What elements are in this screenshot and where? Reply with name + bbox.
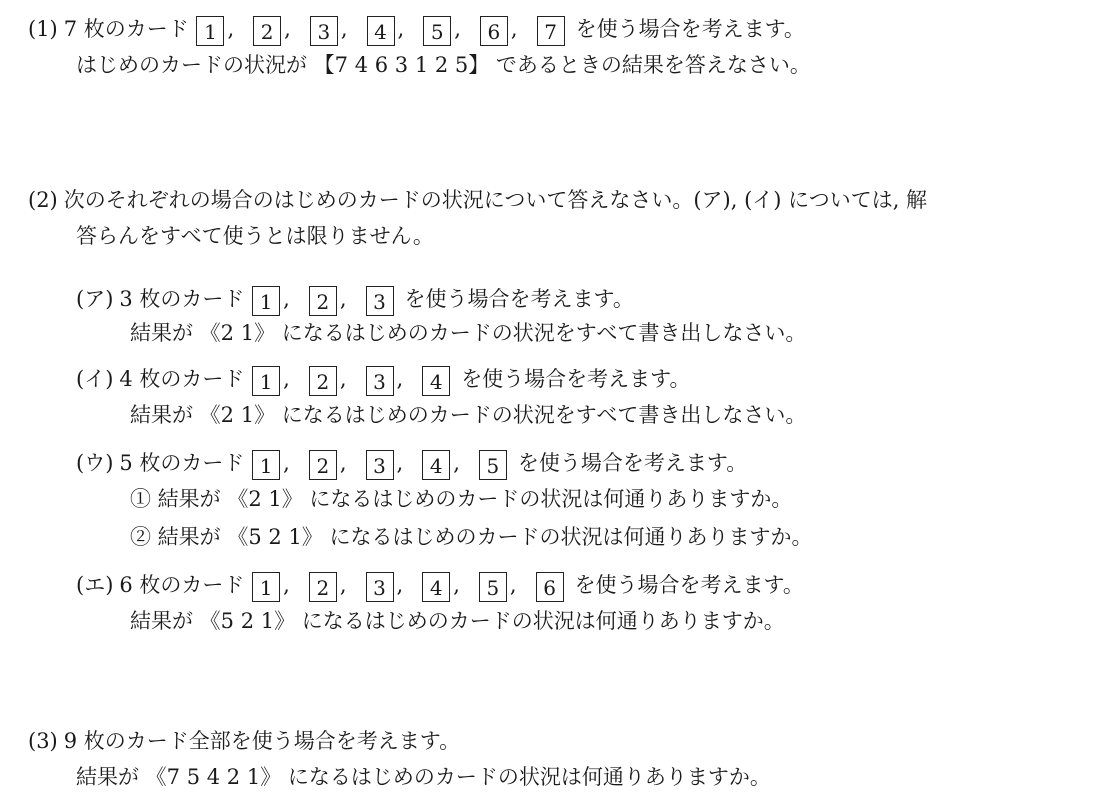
q3-number: (3): [28, 729, 58, 753]
card-box: 1: [252, 286, 280, 316]
q1-line2: はじめのカードの状況が 【7 4 6 3 1 2 5】 であるときの結果を答えなさい。: [76, 53, 811, 77]
card-box: 6: [480, 16, 508, 46]
card-box: 4: [422, 366, 450, 396]
card-box: 2: [309, 366, 337, 396]
card-box: 4: [367, 16, 395, 46]
q1-line1: (1) 7 枚のカード 1 , 2 , 3 , 4 , 5 , 6 , 7 を使う場合を考えます。: [28, 12, 805, 46]
q2e-prefix: 6 枚のカード: [119, 573, 245, 597]
q2e-suffix: を使う場合を考えます。: [574, 573, 804, 597]
q2u-suffix: を使う場合を考えます。: [517, 451, 748, 475]
q2a-line2: 結果が 《2 1》 になるはじめのカードの状況をすべて書き出しなさい。: [130, 321, 807, 345]
card-box: 1: [252, 572, 280, 602]
q1-prefix: 7 枚のカード: [63, 17, 189, 41]
q3-line1: [28, 724, 460, 758]
q2u-sub1: ① 結果が 《2 1》 になるはじめのカードの状況は何通りありますか。: [130, 487, 793, 511]
card-box: 3: [366, 450, 394, 480]
q2e-line1: (エ) 6 枚のカード 1 , 2 , 3 , 4 , 5 , 6 を使う場合を考えます。: [76, 568, 804, 602]
q2u-sub2: ② 結果が 《5 2 1》 になるはじめのカードの状況は何通りありますか。: [130, 525, 813, 549]
q2a-prefix: 3 枚のカード: [119, 287, 245, 311]
q2u-prefix: 5 枚のカード: [119, 451, 245, 475]
q2u-label: (ウ): [76, 451, 114, 475]
q2u-line1: (ウ) 5 枚のカード 1 , 2 , 3 , 4 , 5 を使う場合を考えます。: [76, 446, 747, 480]
card-box: 3: [366, 286, 394, 316]
q2a-line1: (ア) 3 枚のカード 1 , 2 , 3 を使う場合を考えます。: [76, 282, 634, 316]
card-box: 3: [366, 572, 394, 602]
card-box: 4: [422, 572, 450, 602]
q2-intro-line1: [28, 183, 927, 217]
card-box: 1: [252, 366, 280, 396]
card-box: 2: [253, 16, 281, 46]
card-box: 2: [309, 450, 337, 480]
card-box: 3: [366, 366, 394, 396]
q3-line2: 結果が 《7 5 4 2 1》 になるはじめのカードの状況は何通りありますか。: [76, 765, 771, 789]
card-box: 5: [479, 450, 507, 480]
q2i-line1: (イ) 4 枚のカード 1 , 2 , 3 , 4 を使う場合を考えます。: [76, 362, 691, 396]
card-box: 1: [196, 16, 224, 46]
card-box: 5: [423, 16, 451, 46]
q2a-suffix: を使う場合を考えます。: [404, 287, 634, 311]
card-box: 3: [310, 16, 338, 46]
q2e-line2: 結果が 《5 2 1》 になるはじめのカードの状況は何通りありますか。: [130, 609, 785, 633]
card-box: 1: [252, 450, 280, 480]
q2-intro-text: 次のそれぞれの場合のはじめのカードの状況について答えなさい。(ア), (イ) については, 解: [63, 188, 928, 212]
card-box: 4: [422, 450, 450, 480]
q2-intro-line2: 答らんをすべて使うとは限りません。: [76, 224, 434, 248]
q2e-label: (エ): [76, 573, 114, 597]
card-box: 2: [309, 572, 337, 602]
card-box: 5: [479, 572, 507, 602]
card-box: 2: [309, 286, 337, 316]
q1-number: (1): [28, 17, 58, 41]
q2i-label: (イ): [76, 367, 114, 391]
q2i-line2: 結果が 《2 1》 になるはじめのカードの状況をすべて書き出しなさい。: [130, 403, 807, 427]
card-box: 7: [537, 16, 565, 46]
q2-number: (2): [28, 188, 58, 212]
q2i-prefix: 4 枚のカード: [119, 367, 245, 391]
q1-suffix: を使う場合を考えます。: [575, 17, 805, 41]
q2i-suffix: を使う場合を考えます。: [461, 367, 691, 391]
q3-text: 9 枚のカード全部を使う場合を考えます。: [63, 729, 461, 753]
card-box: 6: [536, 572, 564, 602]
q2a-label: (ア): [76, 287, 114, 311]
